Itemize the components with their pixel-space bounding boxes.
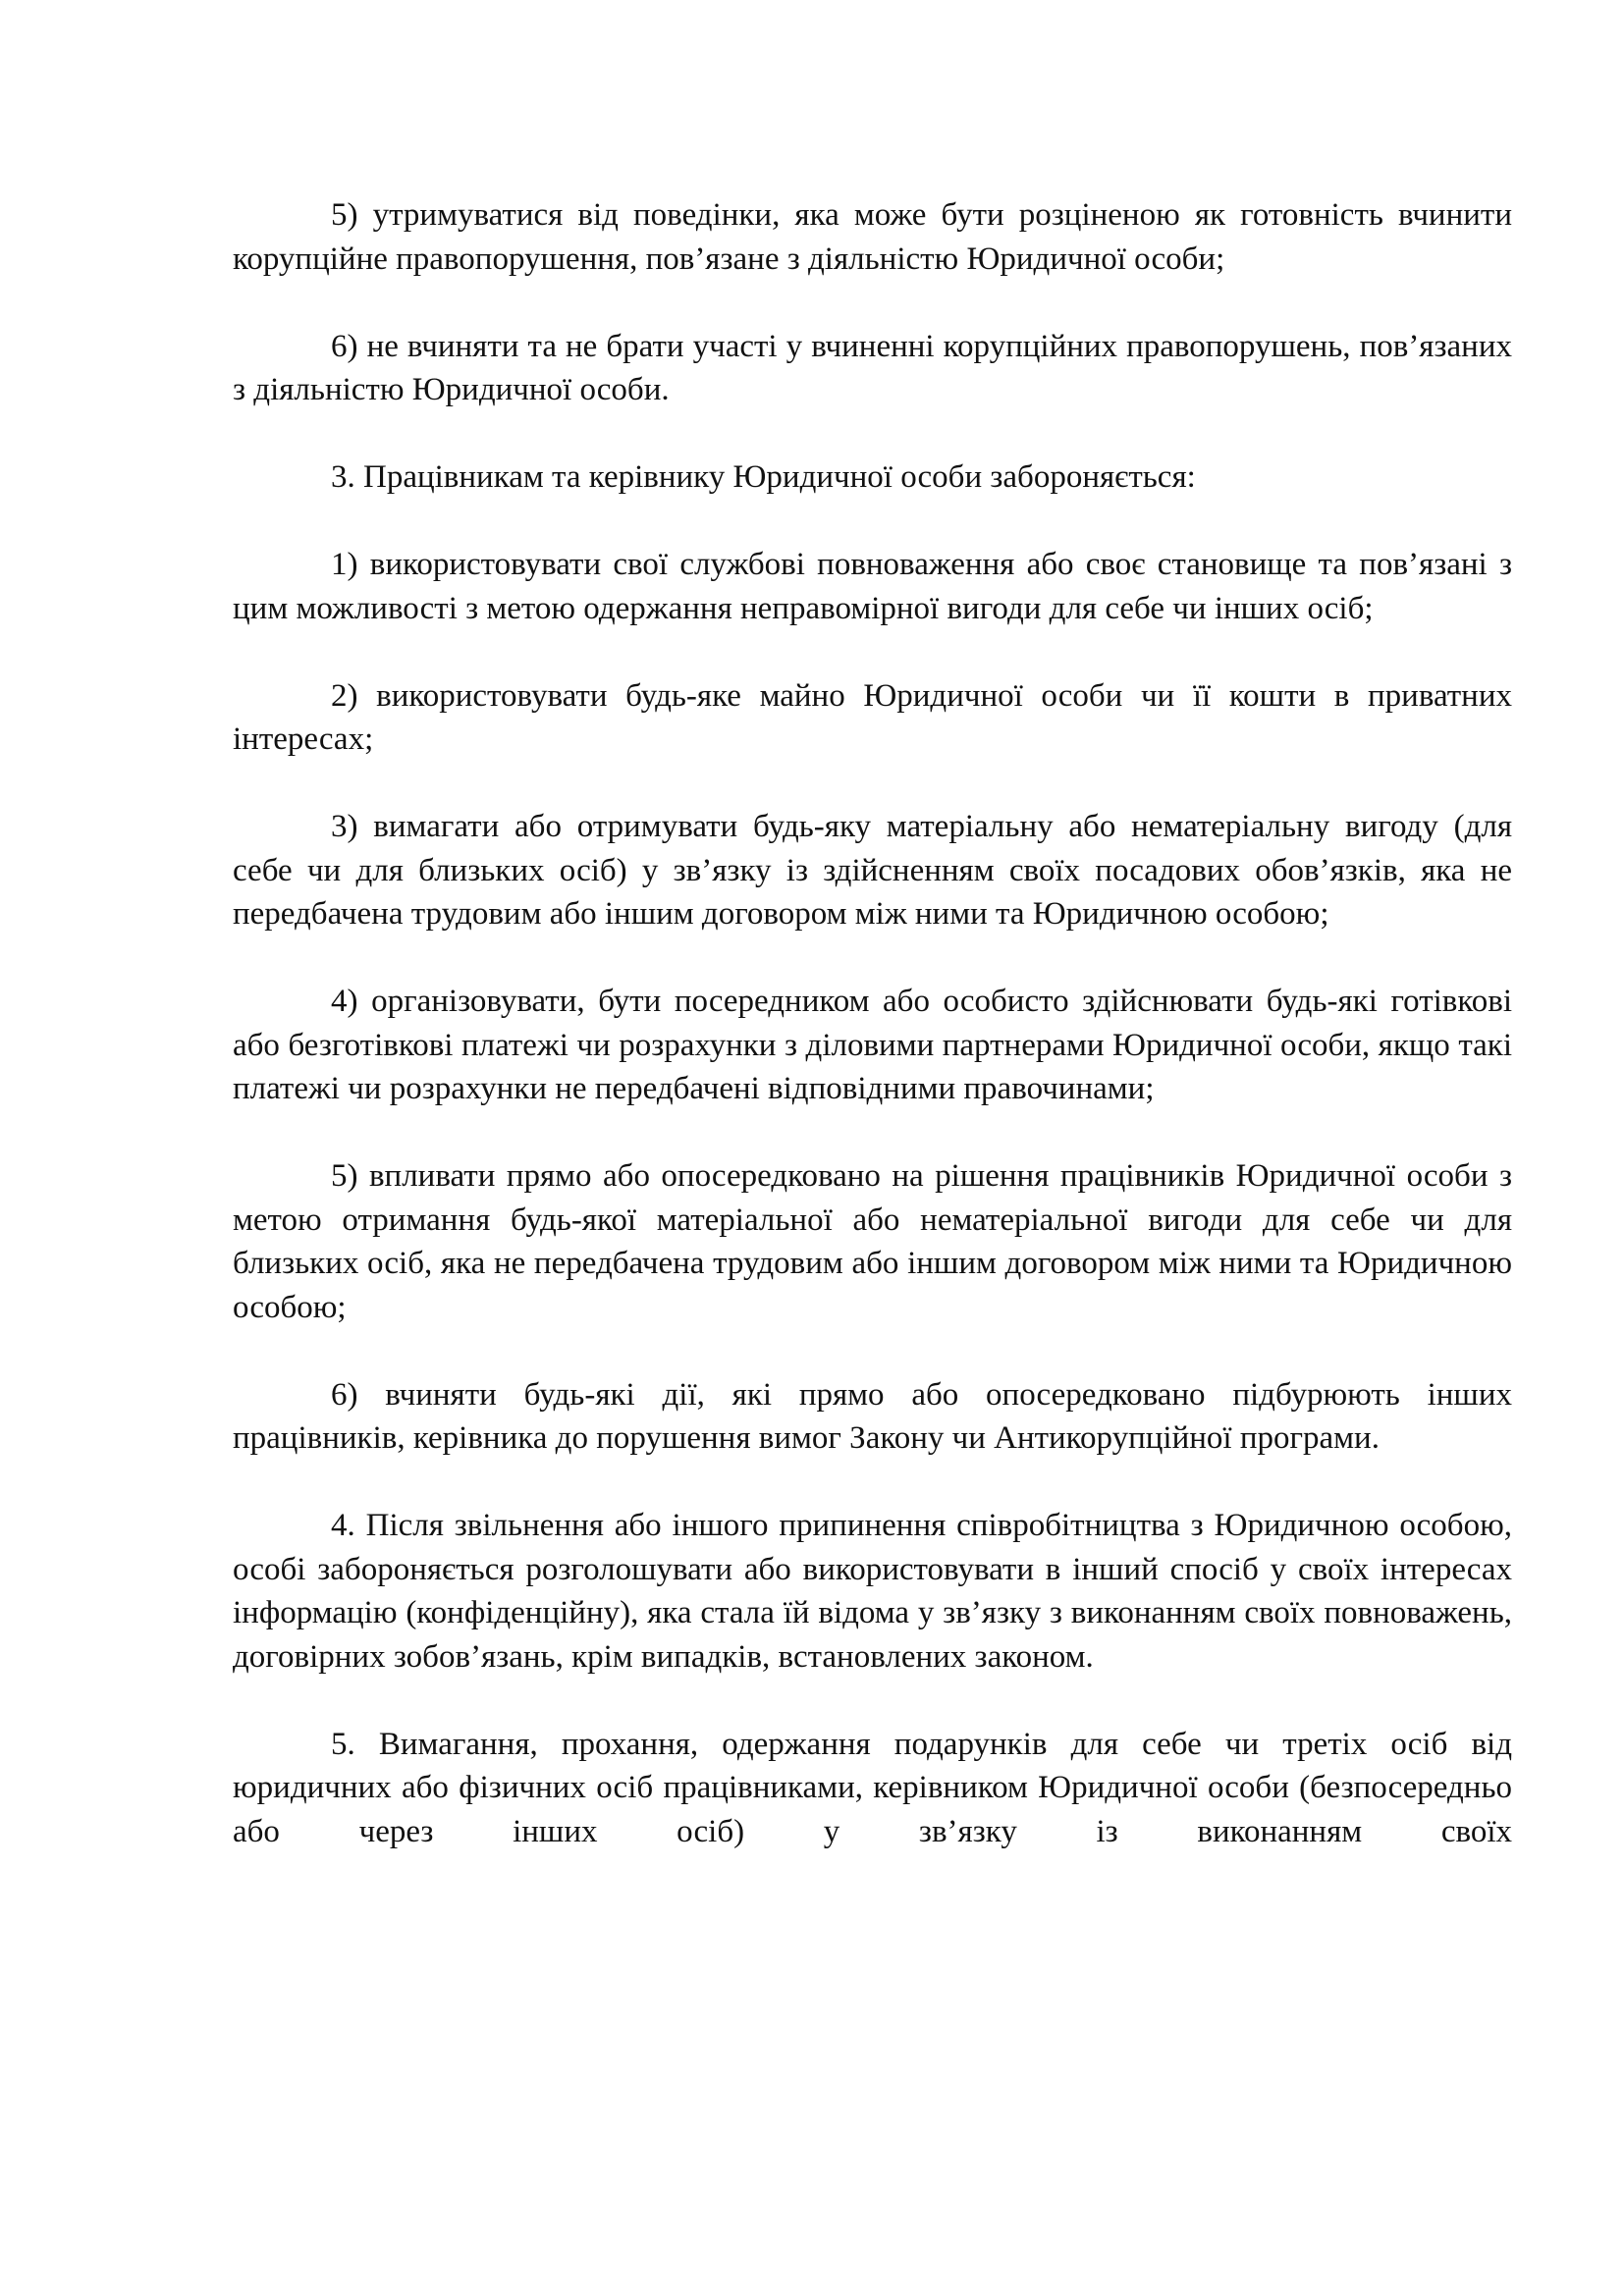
- paragraph-text: утримуватися від поведінки, яка може бути розціненою як готовність вчинити корупційне правопорушення, пов’язане з діяльністю Юридичної особи;: [233, 197, 1512, 277]
- paragraph-number: 6): [331, 1376, 358, 1413]
- paragraph-number: 6): [331, 328, 358, 364]
- paragraph-text: вчиняти будь-які дії, які прямо або опосередковано підбурюють інших працівників, керівника до порушення вимог Закону чи Антикорупційної програми.: [233, 1376, 1512, 1456]
- paragraph-number: 2): [331, 677, 358, 714]
- paragraph-number: 4.: [331, 1508, 355, 1543]
- paragraph-text: Вимагання, прохання, одержання подарунків для себе чи третіх осіб від юридичних або фізичних осіб працівниками, керівником Юридичної особи (безпосередньо або через інших осіб) у зв’язку із виконанням своїх: [233, 1726, 1513, 1849]
- paragraph-text: Працівникам та керівнику Юридичної особи забороняється:: [363, 459, 1196, 495]
- paragraph-text: впливати прямо або опосередковано на рішення працівників Юридичної особи з метою отримання будь-якої матеріальної або нематеріальної вигоди для себе чи для близьких осіб, яка не передбачена трудовим або іншим договором між ними та Юридичною особою;: [233, 1158, 1512, 1325]
- paragraph-number: 5): [331, 197, 358, 233]
- paragraph-number: 5): [331, 1158, 358, 1194]
- paragraph-2-5: [233, 193, 1512, 281]
- paragraph-number: 3): [331, 809, 358, 844]
- paragraph-3: [233, 455, 1512, 500]
- paragraph-text: організовувати, бути посередником або особисто здійснювати будь-які готівкові або безготівкові платежі чи розрахунки з діловими партнерами Юридичної особи, якщо такі платежі чи розрахунки не передбачені відповідними правочинами;: [233, 984, 1512, 1106]
- paragraph-3-1: [233, 543, 1512, 630]
- paragraph-text: не вчиняти та не брати участі у вчиненні корупційних правопорушень, пов’язаних з діяльністю Юридичної особи.: [233, 328, 1512, 407]
- paragraph-3-3: [233, 805, 1512, 936]
- paragraph-3-6: [233, 1373, 1512, 1461]
- paragraph-text: Після звільнення або іншого припинення співробітництва з Юридичною особою, особі забороняється розголошувати або використовувати в інший спосіб у своїх інтересах інформацію (конфіденційну), яка стала їй відома у зв’язку з виконанням своїх повноважень, договірних зобов’язань, крім випадків, встановлених законом.: [233, 1508, 1512, 1675]
- paragraph-3-4: [233, 980, 1512, 1111]
- paragraph-number: 4): [331, 984, 358, 1019]
- paragraph-5: [233, 1723, 1512, 1854]
- paragraph-4: [233, 1504, 1512, 1679]
- paragraph-text: використовувати свої службові повноваження або своє становище та пов’язані з цим можливості з метою одержання неправомірної вигоди для себе чи інших осіб;: [233, 547, 1512, 626]
- document-page: [233, 193, 1512, 1897]
- paragraph-text: вимагати або отримувати будь-яку матеріальну або нематеріальну вигоду (для себе чи для близьких осіб) у зв’язку із здійсненням своїх посадових обов’язків, яка не передбачена трудовим або іншим договором між ними та Юридичною особою;: [233, 809, 1513, 932]
- paragraph-3-2: [233, 674, 1512, 762]
- paragraph-2-6: [233, 325, 1512, 412]
- paragraph-text: використовувати будь-яке майно Юридичної особи чи її кошти в приватних інтересах;: [233, 677, 1513, 757]
- paragraph-number: 1): [331, 547, 358, 582]
- paragraph-number: 5.: [331, 1726, 355, 1762]
- paragraph-number: 3.: [331, 459, 355, 495]
- paragraph-3-5: [233, 1154, 1512, 1329]
